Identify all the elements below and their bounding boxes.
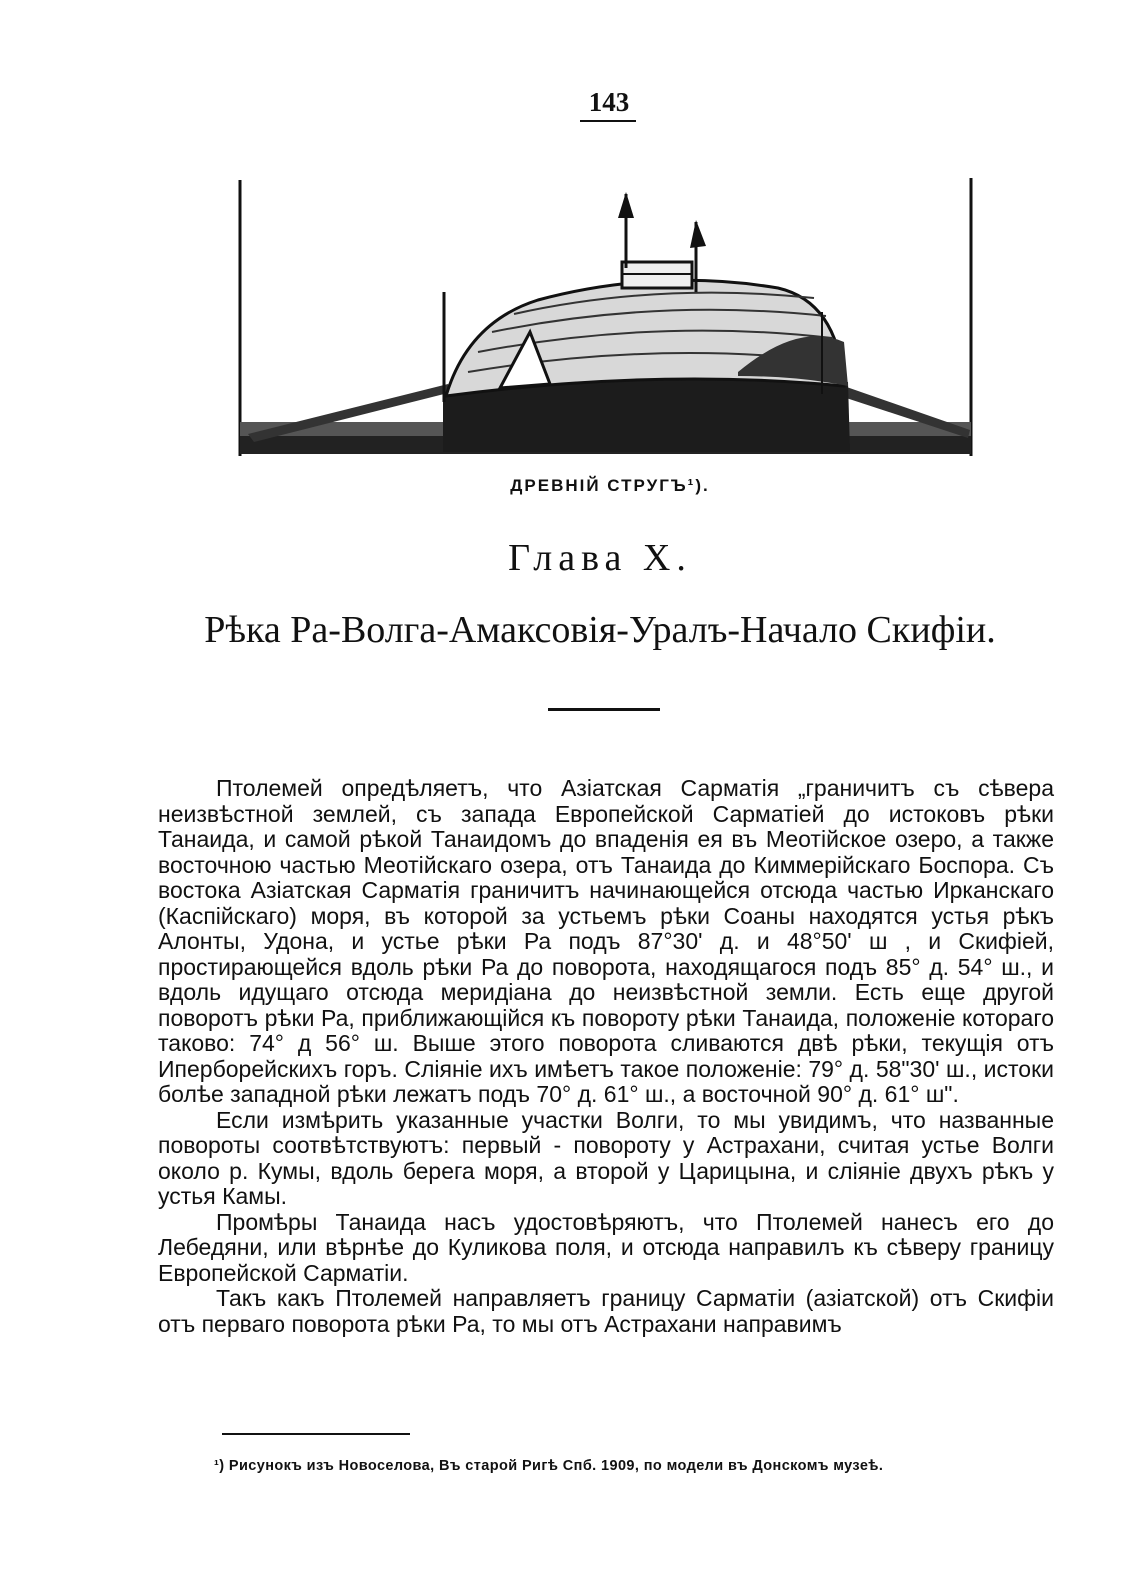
page-number: 143 [588,87,630,117]
figure-caption: ДРЕВНІЙ СТРУГЪ¹). [510,476,710,495]
paragraph: Такъ какъ Птолемей направляетъ границу Сарматіи (азіатской) отъ Скифіи отъ перваго поворота рѣки Ра, то мы отъ Астрахани направимъ [158,1285,1054,1337]
title-divider [548,708,660,711]
footnote-divider [222,1433,410,1435]
paragraph: Если измѣрить указанные участки Волги, то мы увидимъ, что названные повороты соотвѣтствуютъ: первый - повороту у Астрахани, считая устье Волги около р. Кумы, вдоль берега моря, а второй у Царицына, и сліяніе двухъ рѣкъ у устья Камы. [158,1106,1054,1209]
chapter-title: Рѣка Ра-Волга-Амаксовія-Уралъ-Начало Скифіи. [204,609,996,651]
paragraph: Птолемей опредѣляетъ, что Азіатская Сарматія „граничитъ съ сѣвера неизвѣстной землей, съ запада Европейской Сарматіей до истоковъ рѣки Танаида, и самой рѣкой Танаидомъ до впаденія ея въ Меотійское озеро, а также восточною частью Меотійскаго озера, отъ Танаида до Киммерійскаго Боспора. Съ востока Азіатская Сарматія граничитъ начинающейся отсюда частью Ирканскаго (Каспійскаго) моря, въ которой за устьемъ рѣки Соаны находятся устья рѣкъ Алонты, Удона, и устье рѣки Ра подъ 87°30' д. и 48°50' ш , и Скифіей, простирающейся вдоль рѣки Ра до поворота, находящагося подъ 85° д. 54° ш., и вдоль идущаго отсюда меридіана до неизвѣстной земли. Есть еще другой поворотъ рѣки Ра, приближающійся къ повороту рѣки Танаида, положеніе котораго таково: 74° д 56° ш. Выше этого поворота сливаются двѣ рѣки, текущія отъ Иперборейскихъ горъ. Сліяніе ихъ имѣетъ такое положеніе: 79° д. 58"30' ш., истоки болѣе западной рѣки лежатъ подъ 70° д. 61° ш., а восточной 90° д. 61° ш". [158,775,1054,1107]
paragraph: Промѣры Танаида насъ удостовѣряютъ, что Птолемей нанесъ его до Лебедяни, или вѣрнѣе до Куликова поля, и отсюда направилъ къ сѣверу границу Европейской Сарматіи. [158,1208,1054,1286]
footnote: ¹) Рисунокъ изъ Новоселова, Въ старой Ригѣ Спб. 1909, по модели въ Донскомъ музеѣ. [214,1458,884,1474]
page-number-underline [580,120,636,122]
chapter-label: Глава X. [508,537,692,579]
boat-illustration [238,172,974,456]
body-text [158,776,1054,1337]
